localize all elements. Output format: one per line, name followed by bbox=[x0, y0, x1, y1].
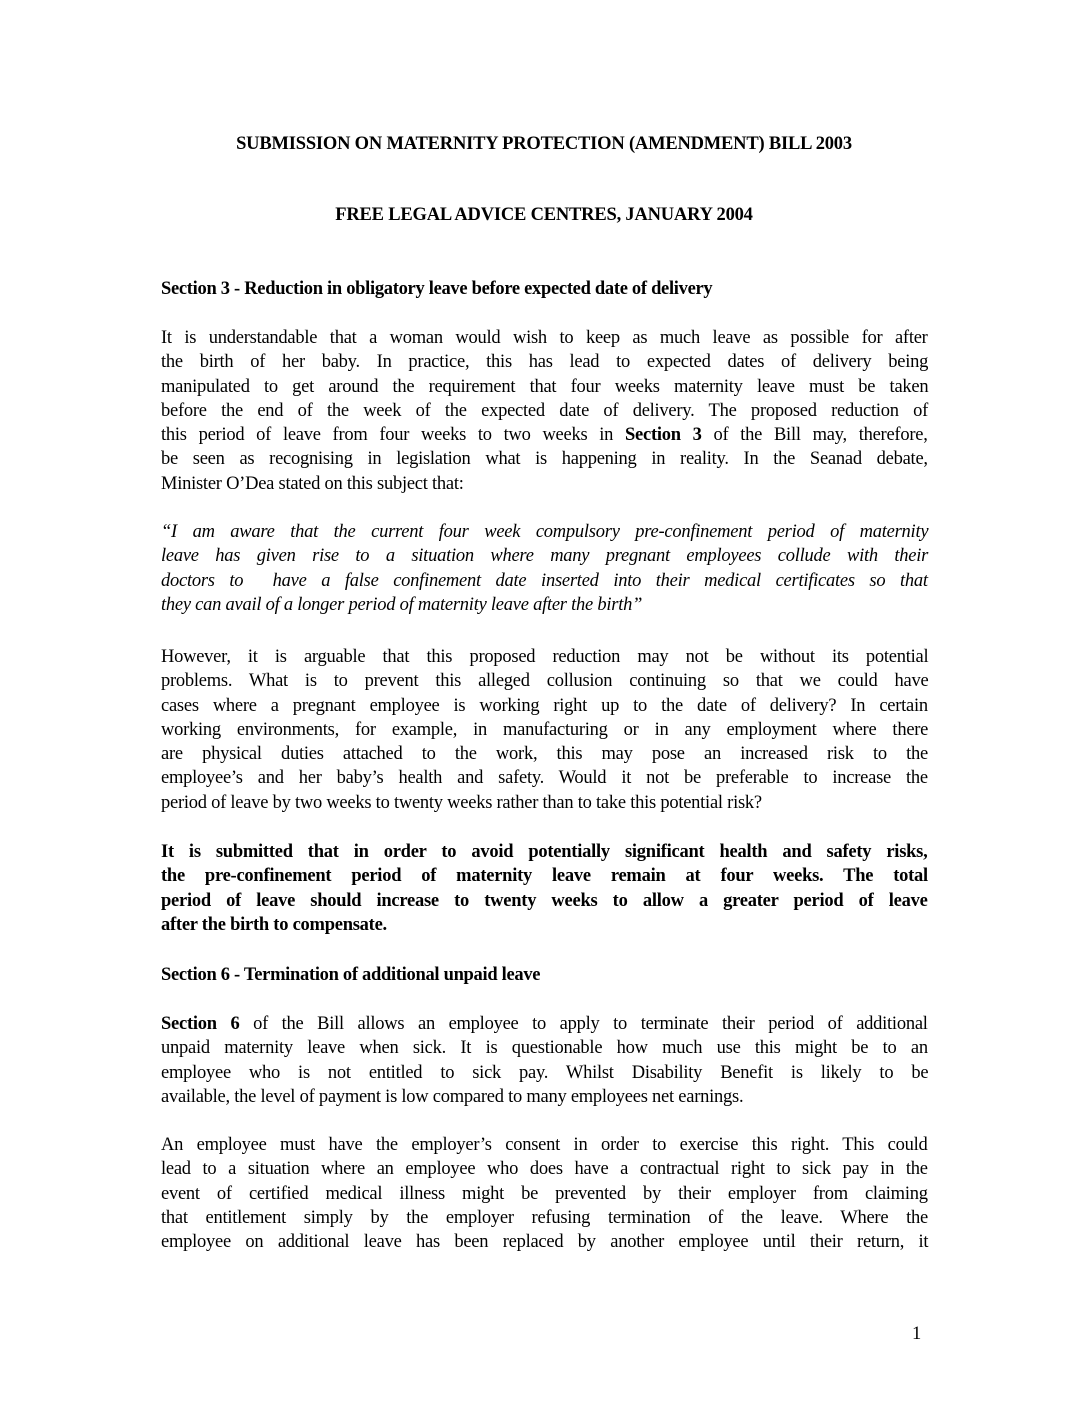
line-text: However, it is arguable that this proposed reduction may not be without its potential bbox=[161, 647, 929, 667]
section-6-heading: Section 6 - Termination of additional unpaid leave bbox=[161, 965, 541, 985]
line-text: employee’s and her baby’s health and safety. Would it not be preferable to increase the bbox=[161, 768, 928, 789]
text-line bbox=[161, 766, 928, 790]
text-line bbox=[161, 569, 928, 593]
text-line bbox=[161, 889, 928, 913]
text-line bbox=[161, 472, 928, 496]
text-line bbox=[161, 864, 928, 888]
text-line bbox=[161, 1230, 928, 1254]
text-line bbox=[161, 742, 928, 766]
text-line bbox=[161, 913, 928, 937]
text-line bbox=[161, 1206, 928, 1230]
text-line bbox=[161, 447, 928, 471]
line-text: employee who is not entitled to sick pay. Whilst Disability Benefit is likely to be bbox=[161, 1062, 929, 1083]
document-subtitle: FREE LEGAL ADVICE CENTRES, JANUARY 2004 bbox=[335, 205, 753, 225]
text-line bbox=[161, 840, 928, 864]
line-text: doctors to have a false confinement date inserted into their medical certificates so that bbox=[161, 570, 928, 591]
text-line bbox=[161, 1085, 928, 1109]
text-line bbox=[161, 423, 928, 447]
paragraph-employer-consent bbox=[161, 1133, 928, 1254]
text-line bbox=[161, 1133, 928, 1157]
text-line bbox=[161, 544, 928, 568]
text-line bbox=[161, 1157, 928, 1181]
page-number: 1 bbox=[912, 1324, 922, 1344]
text-line bbox=[161, 1012, 928, 1036]
inline-bold-section-ref: Section 6 bbox=[161, 1014, 240, 1034]
text-line bbox=[161, 520, 928, 544]
line-text: be seen as recognising in legislation what is happening in reality. In the Seanad debate, bbox=[161, 449, 928, 470]
line-text: employee on additional leave has been replaced by another employee until their return, it bbox=[161, 1232, 929, 1253]
line-text: this period of leave from four weeks to two weeks in bbox=[161, 425, 626, 446]
line-text: the pre-confinement period of maternity leave remain at four weeks. The total bbox=[161, 866, 928, 887]
line-text: of the Bill may, therefore, bbox=[701, 425, 928, 446]
text-line bbox=[161, 375, 928, 399]
text-line bbox=[161, 694, 928, 718]
line-text: Minister O’Dea stated on this subject that: bbox=[161, 473, 464, 494]
text-line bbox=[161, 645, 928, 669]
text-line bbox=[161, 593, 928, 617]
document-title: SUBMISSION ON MATERNITY PROTECTION (AMENDMENT) BILL 2003 bbox=[236, 134, 852, 154]
paragraph-however bbox=[161, 645, 928, 815]
text-line bbox=[161, 326, 928, 350]
line-text: period of leave should increase to twenty weeks to allow a greater period of leave bbox=[161, 890, 928, 911]
text-line bbox=[161, 350, 928, 374]
submission-recommendation bbox=[161, 840, 928, 937]
line-text: cases where a pregnant employee is working right up to the date of delivery? In certain bbox=[161, 695, 928, 716]
paragraph-section6-intro bbox=[161, 1012, 928, 1109]
text-line bbox=[161, 399, 928, 423]
line-text: they can avail of a longer period of maternity leave after the birth” bbox=[161, 594, 643, 615]
line-text: after the birth to compensate. bbox=[161, 914, 387, 935]
line-text: that entitlement simply by the employer refusing termination of the leave. Where the bbox=[161, 1207, 928, 1228]
line-text: problems. What is to prevent this alleged collusion continuing so that we could have bbox=[161, 671, 929, 692]
text-line bbox=[161, 718, 928, 742]
line-text: It is submitted that in order to avoid potentially significant health and safety risks, bbox=[161, 842, 928, 862]
line-text: manipulated to get around the requirement that four weeks maternity leave must be taken bbox=[161, 376, 929, 397]
line-text: unpaid maternity leave when sick. It is questionable how much use this might be to an bbox=[161, 1038, 928, 1059]
text-line bbox=[161, 1036, 928, 1060]
text-line bbox=[161, 1061, 928, 1085]
line-text: the birth of her baby. In practice, this has lead to expected dates of delivery being bbox=[161, 352, 929, 373]
section-3-heading: Section 3 - Reduction in obligatory leave before expected date of delivery bbox=[161, 279, 713, 299]
quote-paragraph bbox=[161, 520, 928, 617]
line-text: period of leave by two weeks to twenty weeks rather than to take this potential risk? bbox=[161, 792, 762, 813]
text-line bbox=[161, 669, 928, 693]
line-text: It is understandable that a woman would wish to keep as much leave as possible for after bbox=[161, 328, 928, 348]
paragraph-section3-intro bbox=[161, 326, 928, 496]
line-text: An employee must have the employer’s consent in order to exercise this right. This could bbox=[161, 1135, 928, 1155]
line-text: of the Bill allows an employee to apply to terminate their period of additional bbox=[239, 1014, 928, 1034]
line-text: are physical duties attached to the work, this may pose an increased risk to the bbox=[161, 744, 928, 765]
line-text: before the end of the week of the expected date of delivery. The proposed reduction of bbox=[161, 400, 929, 421]
line-text: event of certified medical illness might be prevented by their employer from claiming bbox=[161, 1183, 928, 1204]
line-text: working environments, for example, in manufacturing or in any employment where there bbox=[161, 719, 929, 740]
text-line bbox=[161, 791, 928, 815]
inline-bold-section-ref: Section 3 bbox=[625, 425, 702, 446]
line-text: available, the level of payment is low compared to many employees net earnings. bbox=[161, 1086, 744, 1107]
text-line bbox=[161, 1182, 928, 1206]
line-text: leave has given rise to a situation where many pregnant employees collude with their bbox=[161, 546, 929, 567]
line-text: “I am aware that the current four week compulsory pre-confinement period of maternity bbox=[161, 522, 929, 542]
line-text: lead to a situation where an employee who does have a contractual right to sick pay in the bbox=[161, 1159, 928, 1180]
